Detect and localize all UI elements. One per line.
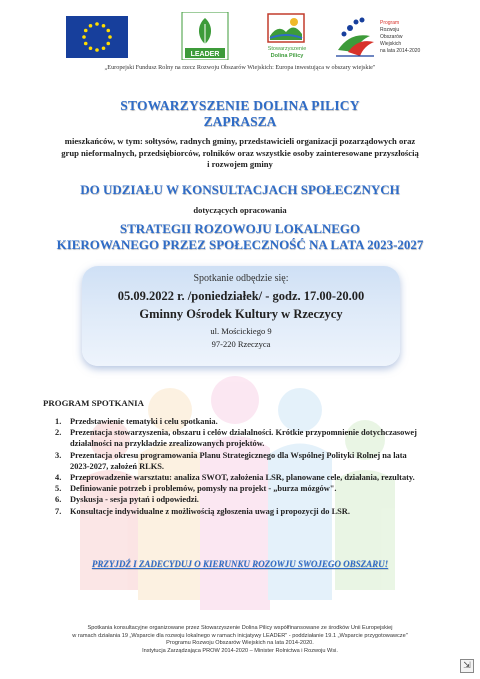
list-item-text: Przedstawienie tematyki i celu spotkania. xyxy=(70,417,218,426)
list-item-number: 3. xyxy=(55,450,62,460)
leader-logo-icon xyxy=(176,12,234,60)
list-item-text: Konsultacje indywidualne z możliwością zgłoszenia uwag i propozycji do LSR. xyxy=(70,506,350,516)
list-item-text: Dyskusja - sesja pytań i odpowiedzi. xyxy=(70,495,199,505)
eu-star-icon xyxy=(95,48,99,52)
list-item-number: 1. xyxy=(55,417,62,426)
footer-line-2: w ramach działania 19 „Wsparcie dla rozwoju lokalnego w ramach inicjatywy LEADER" - poddziałanie 19.1 „Wsparcie przygotowawcze" xyxy=(72,632,408,639)
prow-text-5: na lata 2014-2020 xyxy=(380,48,421,54)
list-item xyxy=(55,450,425,472)
dolina-logo-text-2: Dolina Pilicy xyxy=(270,53,304,59)
list-item xyxy=(55,472,425,483)
list-item-number: 6. xyxy=(55,495,62,505)
logo-caption: „Europejski Fundusz Rolny na rzecz Rozwoju Obszarów Wiejskich: Europa inwestująca w obszary wiejskie" xyxy=(104,64,376,71)
eu-star-icon xyxy=(106,42,110,46)
prow-text-2: Rozwoju xyxy=(380,27,400,33)
program-title: PROGRAM SPOTKANIA xyxy=(43,398,144,408)
dolina-logo-text-1: Stowarzyszenie xyxy=(267,46,307,52)
list-item-text: Prezentacja okresu programowania Planu Strategicznego dla Wspólnej Polityki Rolnej na lata 2023-2027, założeń RLKS. xyxy=(70,450,407,471)
eu-star-icon xyxy=(82,35,86,39)
invites-heading: ZAPRASZA xyxy=(203,114,277,129)
list-item xyxy=(55,427,425,449)
concerning-text: dotyczących opracowania xyxy=(193,205,287,215)
list-item xyxy=(55,416,425,427)
dolina-pilicy-logo-icon xyxy=(256,12,318,60)
invitees-text: mieszkańców, w tym: sołtysów, radnych gminy, przedstawicieli organizacji pozarządowych oraz grup nieformalnych, przedsiębiorców, rolników oraz wszystkie osoby zainteresowane przyszłością i rozwojem gminy xyxy=(61,136,419,169)
eu-star-icon xyxy=(108,35,112,39)
eu-star-icon xyxy=(84,29,88,33)
prow-logo-icon xyxy=(330,12,430,60)
list-item xyxy=(55,483,425,494)
meeting-street: ul. Mościckiego 9 xyxy=(210,326,272,336)
list-item-number: 2. xyxy=(55,428,62,438)
eu-star-icon xyxy=(102,46,106,50)
meeting-venue: Gminny Ośrodek Kultury w Rzeczycy xyxy=(139,307,343,321)
eu-star-icon xyxy=(106,29,110,33)
list-item xyxy=(55,506,425,517)
prow-text-3: Obszarów xyxy=(380,34,403,40)
call-to-action: PRZYJDŹ I ZADECYDUJ O KIERUNKU ROZOWJU SWOJEGO OBSZARU! xyxy=(91,559,389,569)
leader-logo-text: LEADER xyxy=(190,51,220,58)
eu-star-icon xyxy=(84,42,88,46)
meeting-datetime: 05.09.2022 r. /poniedziałek/ - godz. 17.00-20.00 xyxy=(117,289,365,303)
list-item-number: 5. xyxy=(55,484,62,494)
footer-line-4: Instytucja Zarządzająca PROW 2014-2020 – Minister Rolnictwa i Rozwoju Wsi. xyxy=(142,647,338,654)
footer-funding-note xyxy=(50,625,430,655)
eu-star-icon xyxy=(89,24,93,28)
list-item xyxy=(55,494,425,505)
strategy-title-line2: KIEROWANEGO PRZEZ SPOŁECZNOŚĆ NA LATA 2023-2027 xyxy=(56,237,424,252)
strategy-title-line1: STRATEGII ROZOWOJU LOKALNEGO xyxy=(119,221,361,236)
eu-star-icon xyxy=(102,24,106,28)
footer-line-3: Programu Rozwoju Obszarów Wiejskich na lata 2014-2020. xyxy=(166,640,314,647)
meeting-intro: Spotkanie odbędzie się: xyxy=(193,273,289,284)
program-list xyxy=(55,416,425,517)
footer-line-1: Spotkania konsultacyjne organizowane przez Stowarzyszenie Dolina Pilicy współfinansowane ze środków Unii Europejskiej xyxy=(87,625,393,631)
eu-flag-icon xyxy=(66,16,128,58)
prow-text-4: Wiejskich xyxy=(380,41,402,47)
consultation-heading: DO UDZIAŁU W KONSULTACJACH SPOŁECZNYCH xyxy=(80,182,400,197)
meeting-info-box xyxy=(82,266,400,366)
eu-star-icon xyxy=(95,22,99,26)
eu-star-icon xyxy=(89,46,93,50)
list-item-number: 7. xyxy=(55,506,62,516)
list-item-text: Prezentacja stowarzyszenia, obszaru i celów działalności. Krótkie przypomnienie dotychczasowej działalności na przykładzie zrealizowanych projektów. xyxy=(70,428,417,449)
list-item-number: 4. xyxy=(55,472,62,482)
logo-bar xyxy=(0,12,480,62)
pdf-attachment-icon[interactable]: ⇲ xyxy=(460,659,474,673)
list-item-text: Definiowanie potrzeb i problemów, pomysły na projekt - „burza mózgów". xyxy=(70,484,337,494)
prow-text-1: Program xyxy=(380,20,400,26)
meeting-postal: 97-220 Rzeczyca xyxy=(211,339,271,349)
list-item-text: Przeprowadzenie warsztatu: analiza SWOT, założenia LSR, planowane cele, działania, rezultaty. xyxy=(70,472,415,482)
organization-name: STOWARZYSZENIE DOLINA PILICY xyxy=(120,98,360,113)
